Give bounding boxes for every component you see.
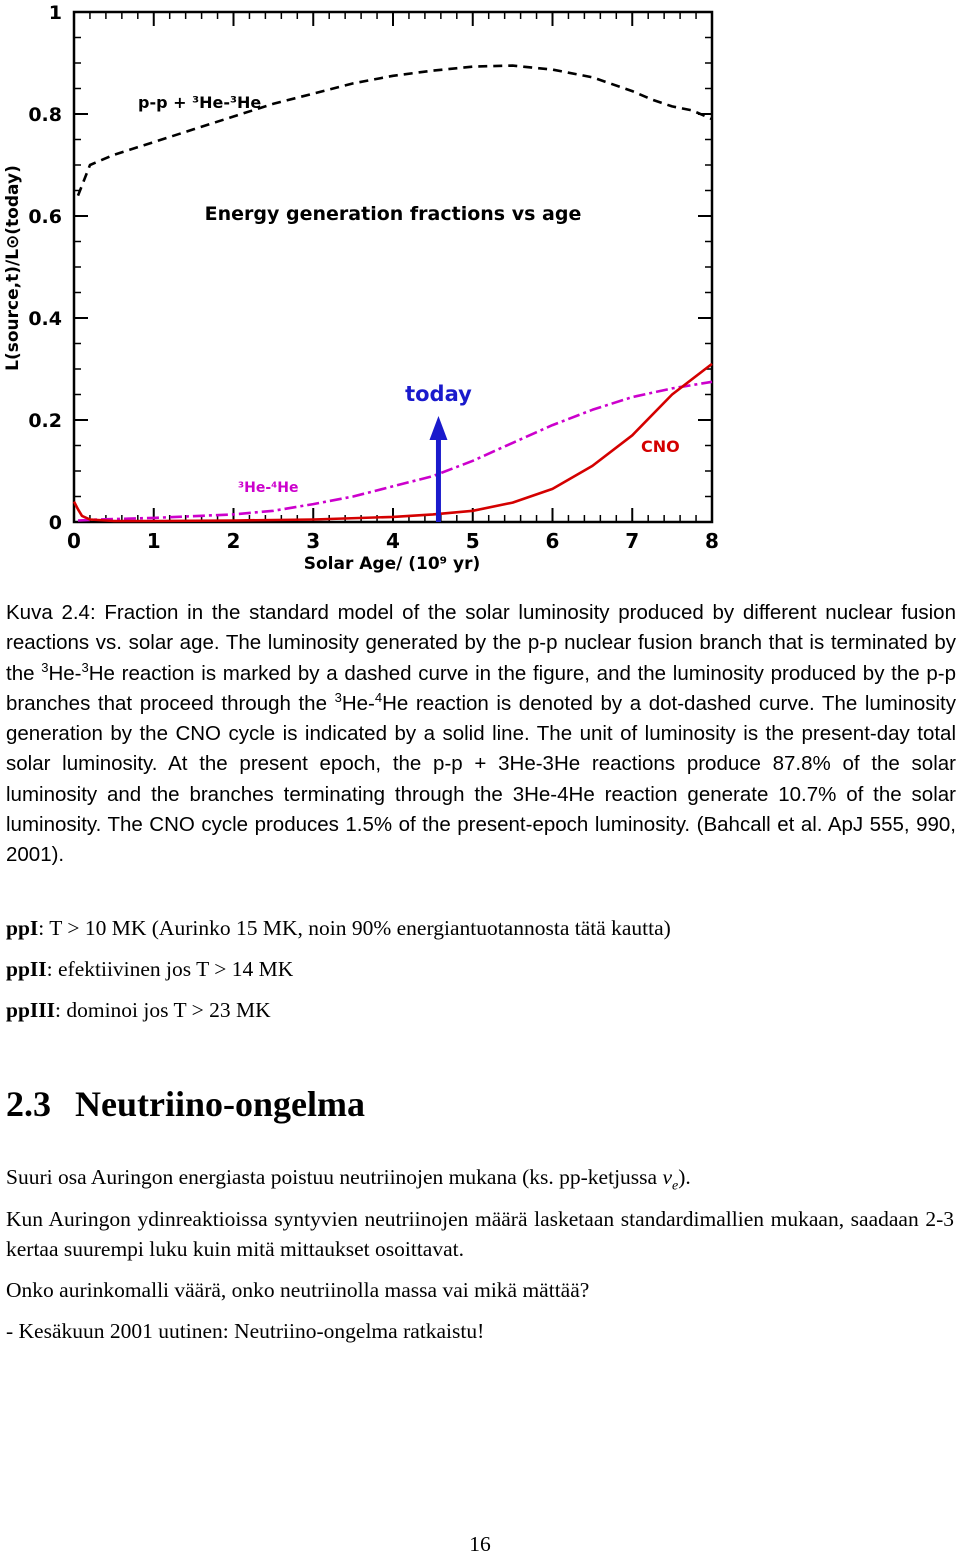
series-line-0 bbox=[78, 66, 712, 196]
x-tick-label: 4 bbox=[386, 529, 400, 553]
y-tick-label: 0.2 bbox=[28, 410, 62, 432]
y-tick-label: 1 bbox=[48, 2, 62, 24]
ppiii-text: : dominoi jos T > 23 MK bbox=[55, 998, 271, 1022]
section-title: Neutriino-ongelma bbox=[75, 1084, 365, 1124]
series-line-1 bbox=[78, 382, 712, 521]
today-label: today bbox=[405, 382, 472, 406]
paragraph-1-end: ). bbox=[678, 1165, 691, 1189]
x-tick-label: 6 bbox=[545, 529, 560, 553]
y-tick-label: 0.4 bbox=[28, 308, 62, 330]
ppiii-line bbox=[6, 998, 271, 1023]
caption-sup-2: 3 bbox=[81, 659, 89, 675]
ppii-line bbox=[6, 957, 293, 982]
caption-text-2: He- bbox=[48, 661, 82, 685]
figure-caption bbox=[6, 598, 956, 871]
section-heading bbox=[6, 1083, 365, 1125]
ppii-name: ppII bbox=[6, 957, 47, 981]
x-tick-label: 3 bbox=[306, 529, 321, 553]
x-tick-label: 2 bbox=[226, 529, 241, 553]
caption-sup-3: 3 bbox=[334, 690, 342, 706]
paragraph-2: Kun Auringon ydinreaktioissa syntyvien neutriinojen määrä lasketaan standardimallien mukaan, saadaan 2-3 kertaa suurempi luku kuin mitä mittaukset osoittavat. bbox=[6, 1207, 954, 1261]
plot-frame bbox=[74, 12, 712, 522]
cno-series-label: CNO bbox=[641, 437, 680, 456]
x-tick-label: 1 bbox=[146, 529, 161, 553]
caption-sup-1: 3 bbox=[41, 659, 49, 675]
x-tick-label: 5 bbox=[465, 529, 480, 553]
x-tick-label: 0 bbox=[67, 529, 81, 553]
y-axis-label: L(source,t)/L⊙(today) bbox=[3, 165, 23, 371]
ppi-name: ppI bbox=[6, 916, 39, 940]
x-tick-label: 7 bbox=[625, 529, 640, 553]
caption-label: Kuva 2.4: bbox=[6, 601, 96, 624]
paragraph-4: - Kesäkuun 2001 uutinen: Neutriino-ongelma ratkaistu! bbox=[6, 1319, 485, 1343]
x-axis-label: Solar Age/ (10⁹ yr) bbox=[303, 554, 481, 574]
caption-text-1: Fraction in the standard model of the solar luminosity produced by different nuclear fusion reactions vs. solar age. The luminosity generated by the p-p nuclear fusion branch that is terminated by the bbox=[6, 601, 956, 685]
paragraph-3: Onko aurinkomalli väärä, onko neutriinolla massa vai mikä mättää? bbox=[6, 1278, 590, 1302]
nu-symbol: ν bbox=[662, 1165, 672, 1189]
x-tick-label: 8 bbox=[705, 529, 719, 553]
caption-sup-4: 4 bbox=[374, 690, 383, 706]
ppiii-name: ppIII bbox=[6, 998, 56, 1022]
y-tick-label: 0.6 bbox=[28, 206, 62, 228]
pp-series-label: p-p + ³He-³He bbox=[138, 93, 262, 112]
caption-text-4: He- bbox=[341, 691, 375, 715]
ppi-text: : T > 10 MK (Aurinko 15 MK, noin 90% energiantuotannosta tätä kautta) bbox=[38, 916, 671, 940]
paragraph-1-text: Suuri osa Auringon energiasta poistuu neutriinojen mukana (ks. pp-ketjussa bbox=[6, 1165, 663, 1189]
today-arrow-head bbox=[429, 416, 447, 440]
series-line-2 bbox=[74, 364, 712, 521]
y-tick-label: 0 bbox=[48, 512, 62, 534]
hehe-series-label: ³He-⁴He bbox=[238, 480, 299, 496]
ppi-line bbox=[6, 916, 671, 941]
nu-subscript: e bbox=[672, 1178, 679, 1194]
ppii-text: : efektiivinen jos T > 14 MK bbox=[46, 957, 294, 981]
section-number: 2.3 bbox=[6, 1084, 51, 1124]
caption-text-5: He reaction is denoted by a dot-dashed curve. The luminosity generation by the CNO cycle is indicated by a solid line. The unit of luminosity is the present-day total solar luminosity. At the present epoch, the p-p + 3He-3He reactions produce 87.8% of the solar luminosity and the branches terminating through the 3He-4He reaction generate 10.7% of the solar luminosity. The CNO cycle produces 1.5% of the present-epoch luminosity. (Bahcall et al. ApJ 555, 990, 2001). bbox=[6, 691, 956, 867]
paragraph-1 bbox=[6, 1162, 954, 1201]
page-number: 16 bbox=[469, 1532, 491, 1556]
y-tick-label: 0.8 bbox=[28, 104, 62, 126]
chart-title: Energy generation fractions vs age bbox=[204, 203, 582, 225]
caption-text-3: He reaction is marked by a dashed curve in the figure, and the luminosity produced by the p-p branches that proceed through the bbox=[6, 661, 957, 715]
luminosity-fraction-chart bbox=[0, 0, 730, 580]
chart-svg bbox=[0, 0, 730, 580]
